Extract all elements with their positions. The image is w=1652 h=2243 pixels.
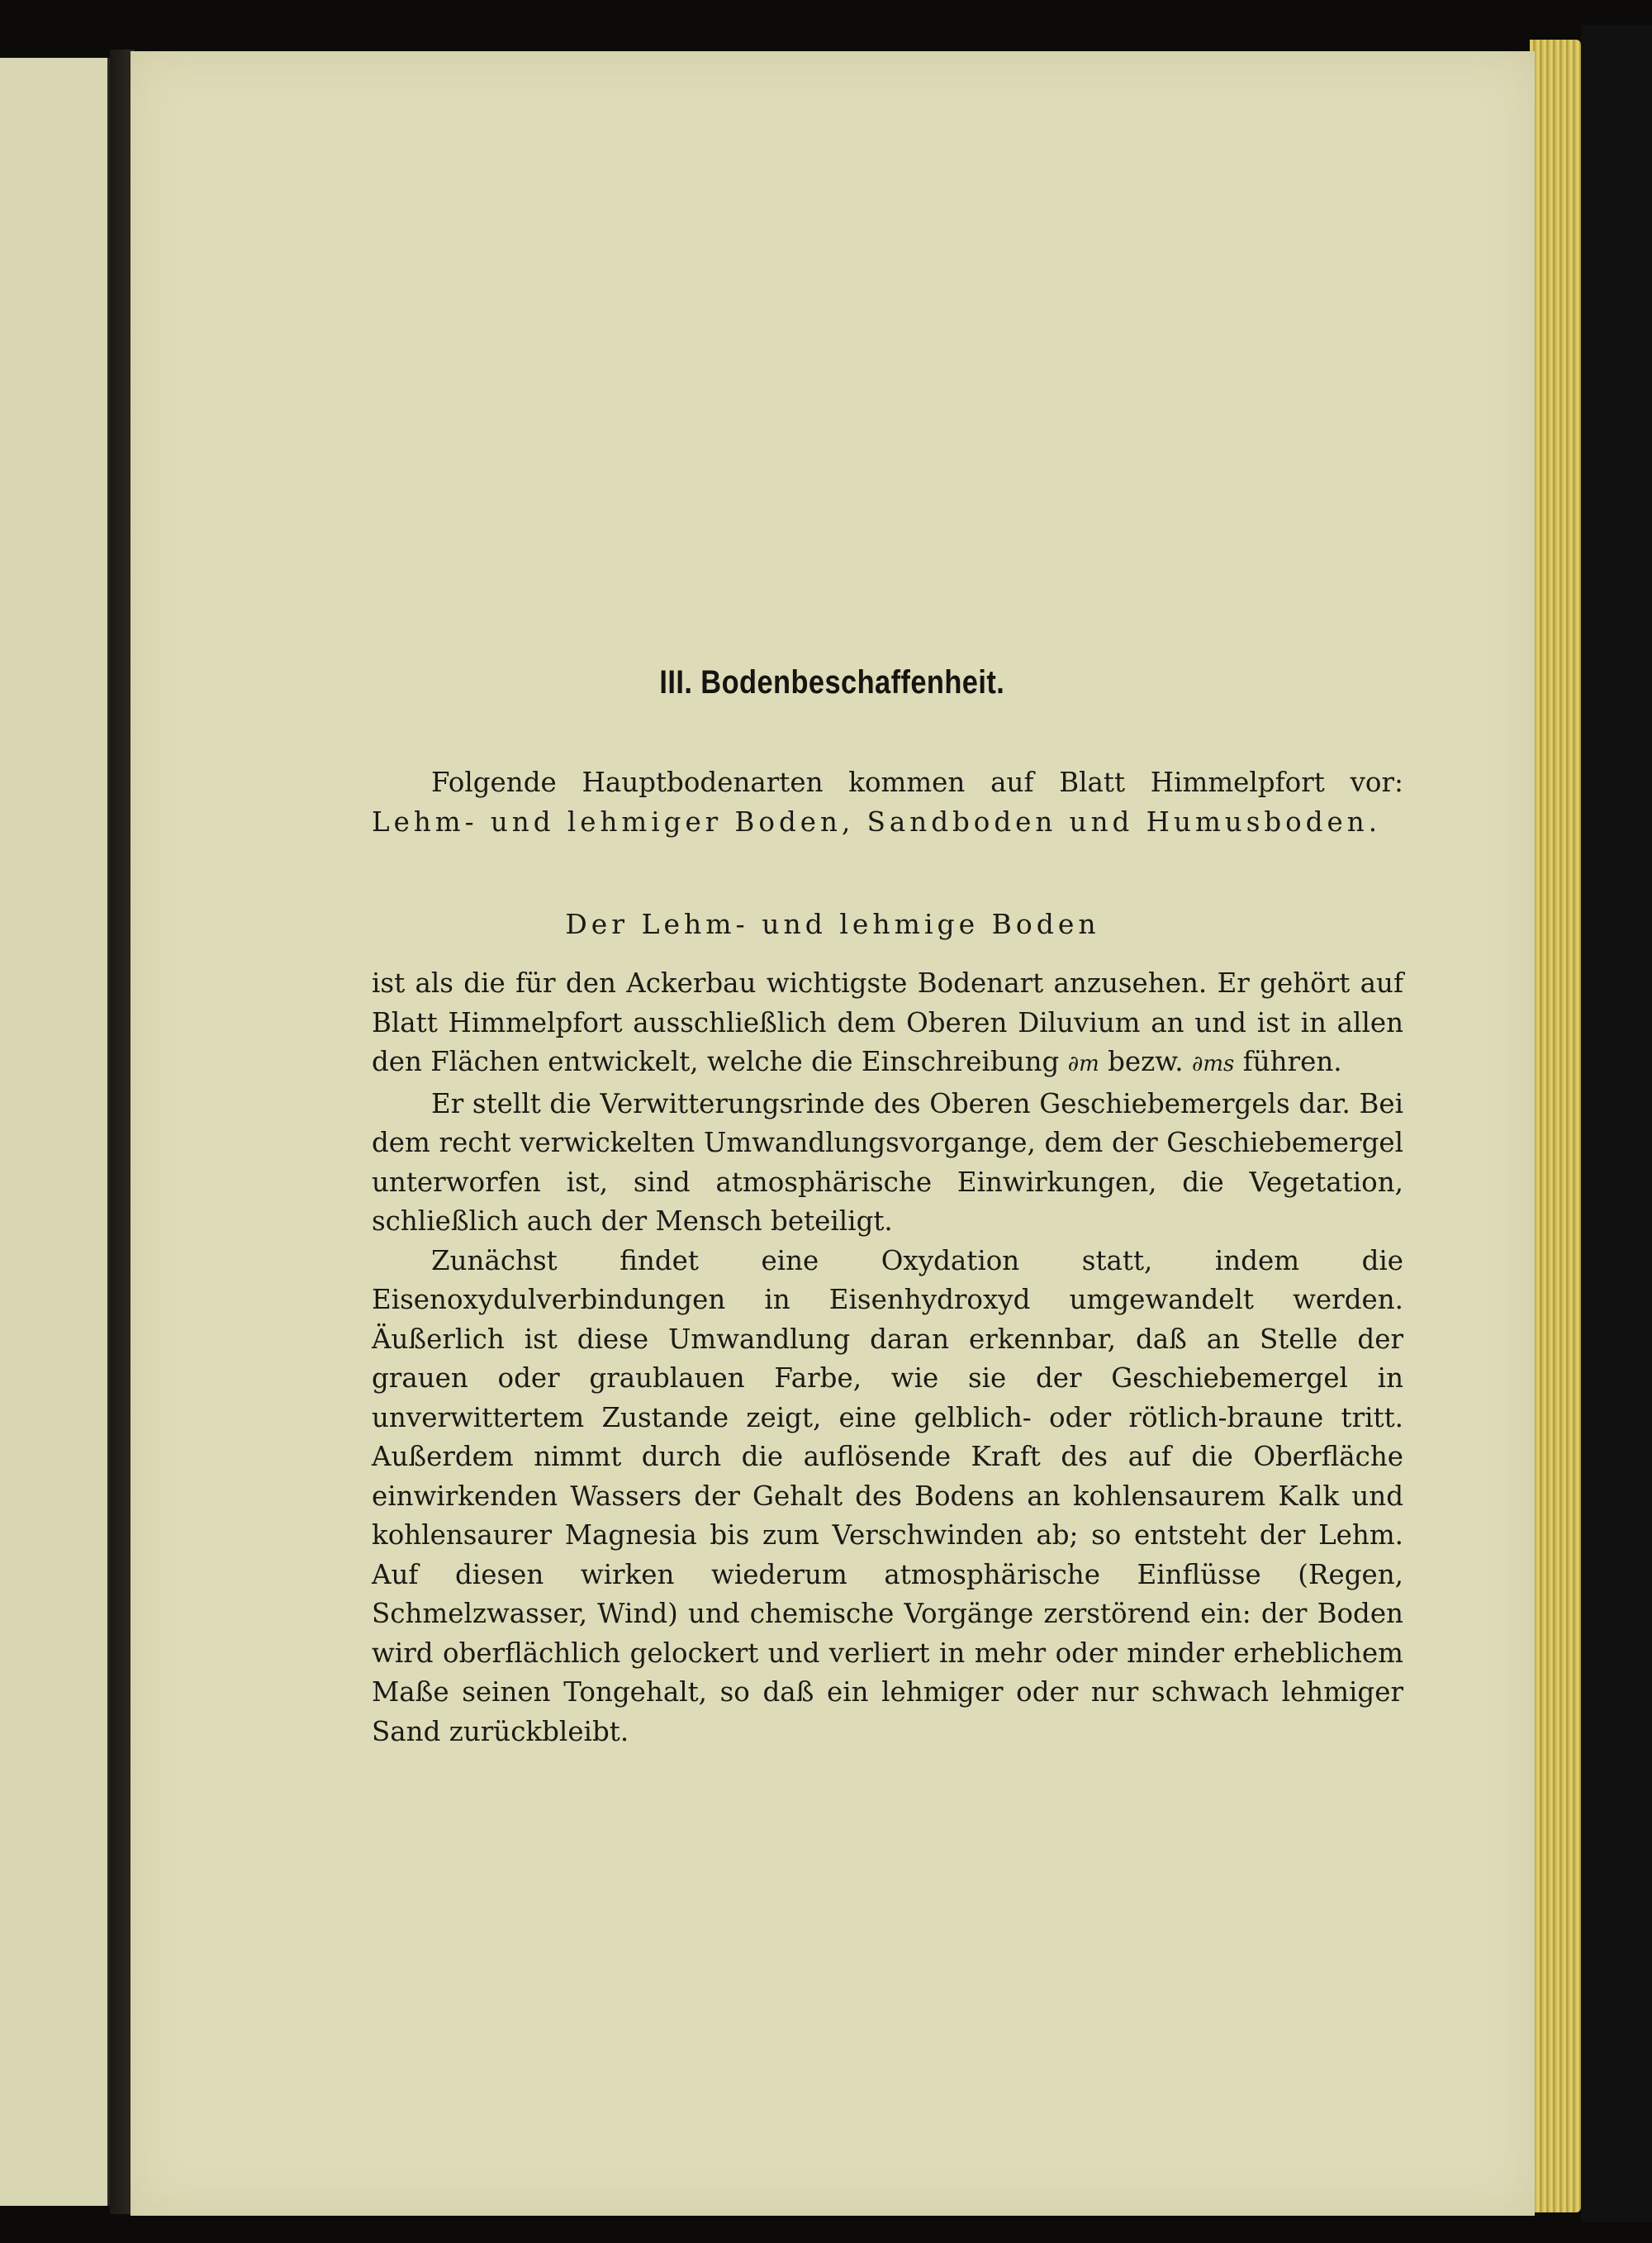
page-edges <box>1530 40 1581 2212</box>
paragraph-1 <box>372 964 1403 1085</box>
previous-page-edge <box>0 58 110 2206</box>
intro-text: Folgende Hauptbodenarten kommen auf Blatt Himmelpfort vor: <box>431 767 1403 798</box>
section-heading: III. Bodenbeschaffenheit. <box>659 664 1005 701</box>
paragraph-1-end: führen. <box>1234 1046 1342 1077</box>
intro-soil-types: Lehm- und lehmiger Boden, Sandboden und Humusboden. <box>372 805 1382 838</box>
paragraph-1-middle: bezw. <box>1099 1046 1192 1077</box>
paragraph-3: Zunächst findet eine Oxydation statt, indem die Eisenoxydulverbindungen in Eisenhydroxyd umgewandelt werden. Äußerlich ist diese Umwandlung daran erkennbar, daß an Stelle der grauen oder graublauen Farbe, wie sie der Geschiebemergel in unverwittertem Zustande zeigt, eine gelblich- oder rötlich-braune tritt. Außerdem nimmt durch die auflösende Kraft des auf die Oberfläche einwirkenden Wassers der Gehalt des Bodens an kohlensaurem Kalk und kohlensaurer Magnesia bis zum Verschwinden ab; so entsteht der Lehm. Auf diesen wirken wiederum atmosphärische Einflüsse (Regen, Schmelzwasser, Wind) und chemische Vorgänge zerstörend ein: der Boden wird oberflächlich gelockert und verliert in mehr oder minder erheblichem Maße seinen Tongehalt, so daß ein lehmiger oder nur schwach lehmiger Sand zurückbleibt. <box>372 1244 1403 1747</box>
subsection-heading: Der Lehm- und lehmige Boden <box>565 908 1100 940</box>
map-symbol-dms: ∂ms <box>1191 1052 1235 1076</box>
intro-paragraph-block <box>372 763 1403 842</box>
intro-paragraph <box>372 763 1403 842</box>
map-symbol-dm: ∂m <box>1067 1052 1099 1076</box>
paragraph-2: Er stellt die Verwitterungsrinde des Oberen Geschiebemergels dar. Bei dem recht verwickelten Umwandlungsvorgange, dem der Geschiebemergel unterworfen ist, sind atmosphärische Einwirkungen, die Vegetation, schließlich auch der Mensch beteiligt. <box>372 1087 1403 1237</box>
body-text-block <box>372 964 1403 1751</box>
book-cover <box>1581 25 1652 2222</box>
book-page <box>131 51 1535 2216</box>
paragraph-1-text: ist als die für den Ackerbau wichtigste Bodenart anzusehen. Er gehört auf Blatt Himmelpfort ausschließlich dem Oberen Diluvium an und ist in allen den Flächen entwickelt, welche die Einschreibung <box>372 967 1403 1077</box>
